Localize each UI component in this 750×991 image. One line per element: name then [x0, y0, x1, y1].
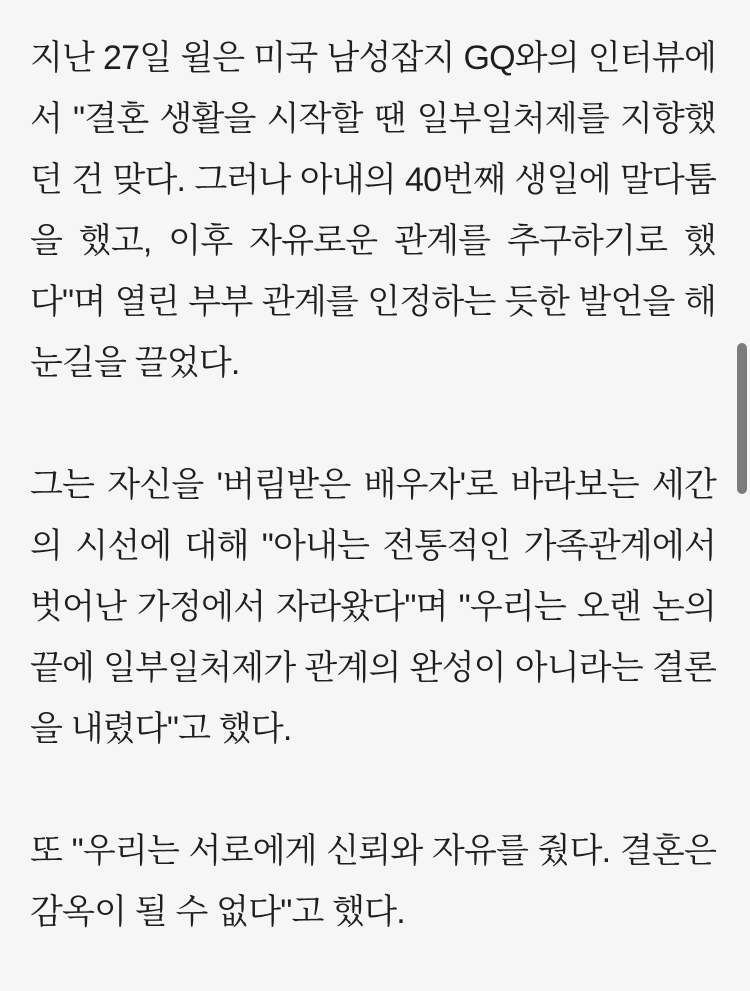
article-paragraph: 지난 27일 윌은 미국 남성잡지 GQ와의 인터뷰에서 "결혼 생활을 시작할 땐 일부일처제를 지향했던 건 맞다. 그러나 아내의 40번째 생일에 말다툼을 했고, 이후 자유로운 관계를 추구하기로 했다"며 열린 부부 관계를 인정하는 듯한 발언을 해 눈길을 끌었다. [30, 39, 716, 382]
scrollbar-thumb[interactable] [737, 343, 747, 494]
article-paragraph: 또 "우리는 서로에게 신뢰와 자유를 줬다. 결혼은 감옥이 될 수 없다"고 했다. [30, 832, 716, 931]
article-paragraph: 그는 자신을 '버림받은 배우자'로 바라보는 세간의 시선에 대해 "아내는 전통적인 가족관계에서 벗어난 가정에서 자라왔다"며 "우리는 오랜 논의 끝에 일부일처제가 관계의 완성이 아니라는 결론을 내렸다"고 했다. [30, 466, 716, 748]
